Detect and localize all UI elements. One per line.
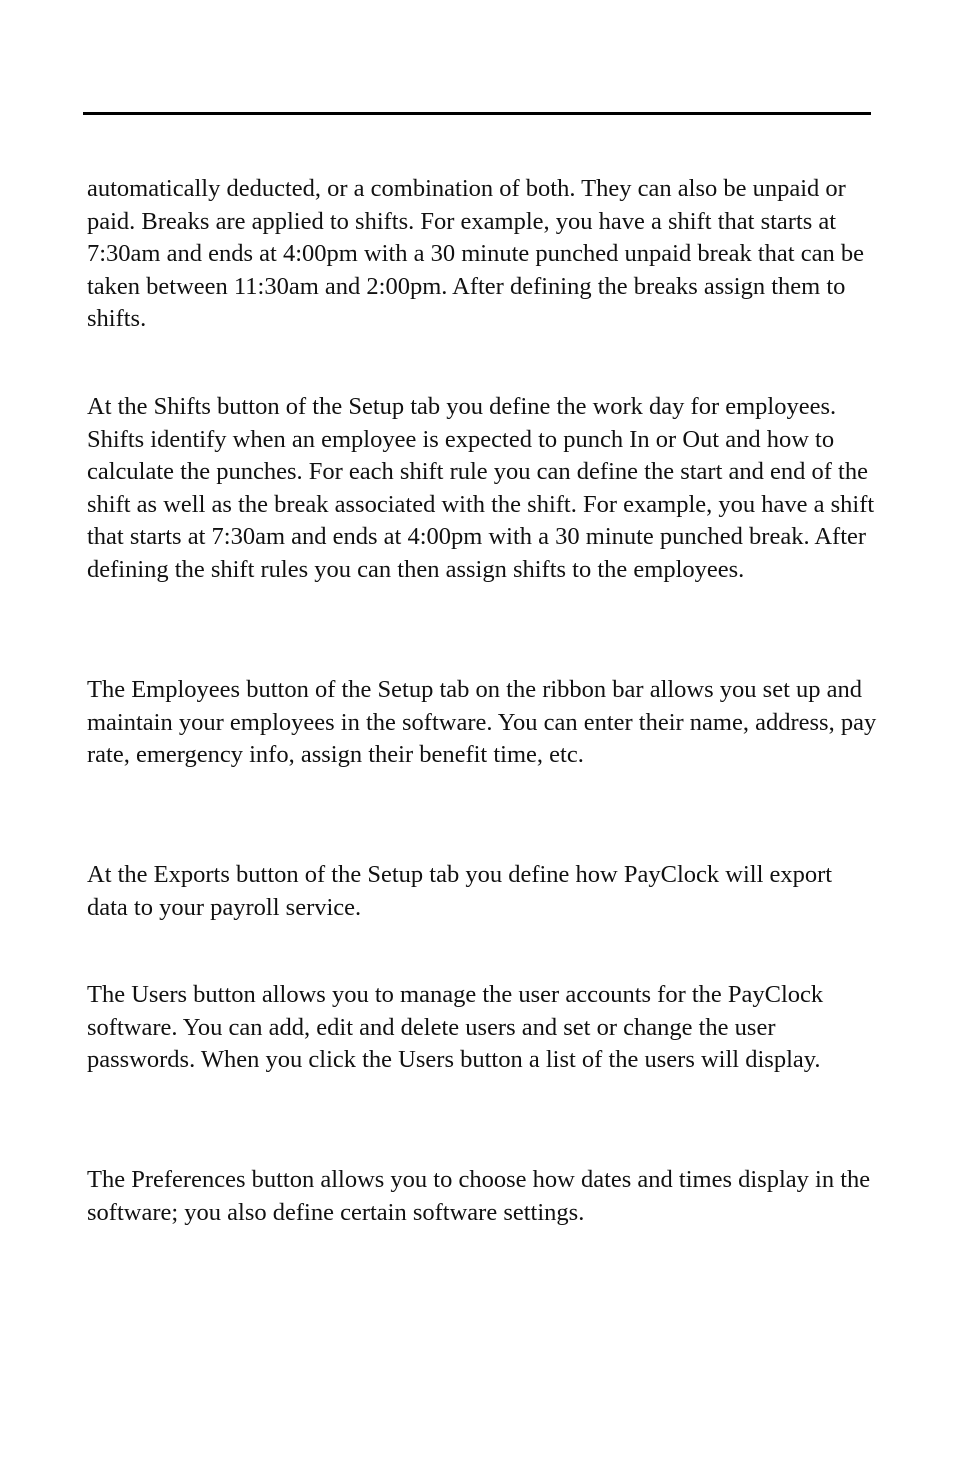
- paragraph-preferences: The Preferences button allows you to choose how dates and times display in the software; you also define certain software settings.: [87, 1166, 871, 1226]
- paragraph-breaks: automatically deducted, or a combination of both. They can also be unpaid or paid. Breaks are applied to shifts. For example, you have a shift that starts at 7:30am and ends at 4:00pm with a 30 minute punched unpaid break that can be taken between 11:30am and 2:00pm. After defining the breaks assign them to shifts.: [87, 175, 864, 333]
- paragraph-employees: The Employees button of the Setup tab on the ribbon bar allows you set up and maintain your employees in the software. You can enter their name, address, pay rate, emergency info, assign their benefit time, etc.: [87, 676, 877, 769]
- paragraph-shifts: At the Shifts button of the Setup tab you define the work day for employees. Shifts identify when an employee is expected to punch In or Out and how to calculate the punches. For each shift rule you can define the start and end of the shift as well as the break associated with the shift. For example, you have a shift that starts at 7:30am and ends at 4:00pm with a 30 minute punched break. After defining the shift rules you can then assign shifts to the employees.: [87, 393, 875, 583]
- paragraph-users: The Users button allows you to manage the user accounts for the PayClock software. You can add, edit and delete users and set or change the user passwords. When you click the Users button a list of the users will display.: [87, 981, 824, 1074]
- header-rule: [83, 112, 871, 115]
- paragraph-exports: At the Exports button of the Setup tab you define how PayClock will export data to your payroll service.: [87, 861, 833, 921]
